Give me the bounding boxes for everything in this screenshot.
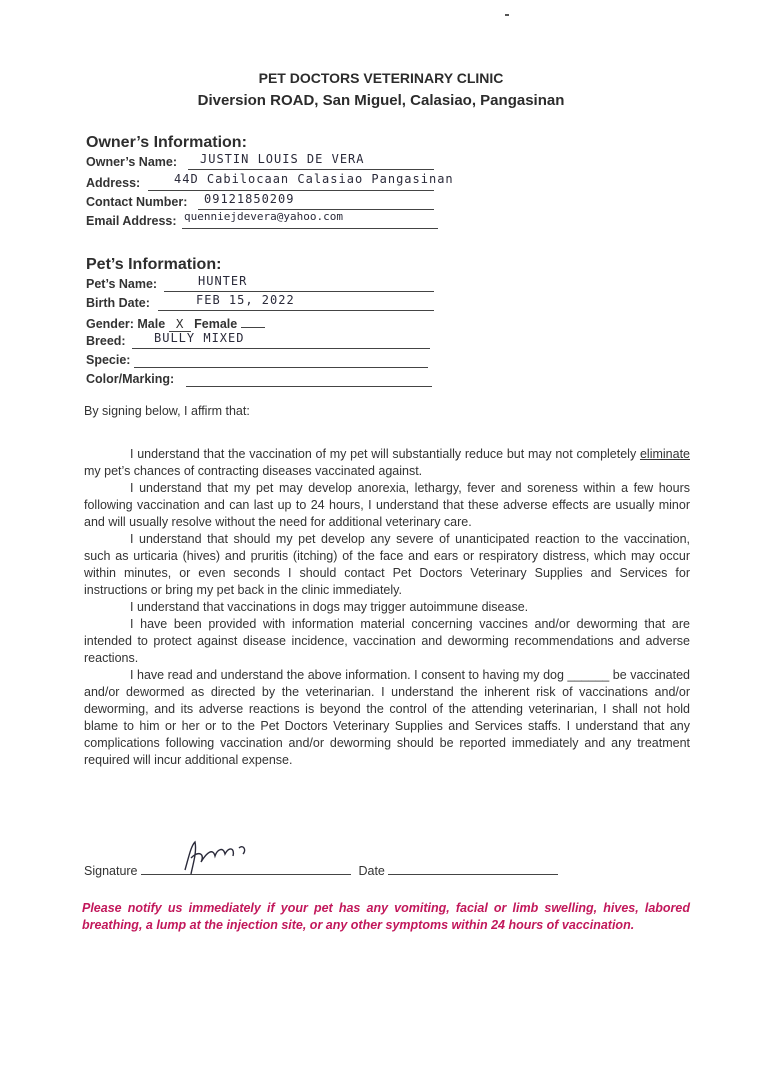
- owner-contact-label: Contact Number:: [86, 195, 188, 209]
- pet-gender-row: [86, 315, 265, 331]
- owner-name-row: [86, 155, 177, 171]
- handwritten-signature: [177, 836, 267, 876]
- signature-row: [84, 862, 558, 878]
- consent-paragraph-1: I understand that the vaccination of my pet will substantially reduce but may not completely eliminate my pet’s chances of contracting diseases vaccinated against.: [84, 447, 690, 478]
- pet-breed-value: BULLY MIXED: [154, 331, 245, 345]
- pet-birth-value: FEB 15, 2022: [196, 293, 295, 307]
- pet-gender-label: Gender: Male: [86, 317, 166, 331]
- consent-paragraph-6: I have read and understand the above information. I consent to having my dog ______ be vaccinated and/or dewormed as directed by the veterinarian. I understand the inherent risk of vaccinations and/or deworming, and its adverse reactions is beyond the control of the attending veterinarian, I shall not hold blame to him or her or to the Pet Doctors Veterinary Supplies and Services staffs. I understand that any complications following vaccination and/or deworming should be reported immediately and any treatment required will incur additional expense.: [84, 668, 690, 767]
- owner-contact-value: 09121850209: [204, 192, 295, 206]
- owner-contact-row: [86, 195, 187, 211]
- pet-breed-label: Breed:: [86, 334, 126, 348]
- owner-address-label: Address:: [86, 176, 141, 190]
- pet-breed-row: [86, 334, 126, 350]
- clinic-address: Diversion ROAD, San Miguel, Calasiao, Pangasinan: [197, 92, 565, 109]
- signature-line[interactable]: [141, 862, 351, 875]
- owner-name-label: Owner’s Name:: [86, 155, 178, 169]
- date-line[interactable]: [388, 862, 558, 875]
- pet-color-label: Color/Marking:: [86, 372, 175, 386]
- consent-paragraph-4: I understand that vaccinations in dogs may trigger autoimmune disease.: [130, 600, 529, 614]
- affirm-intro: By signing below, I affirm that:: [84, 404, 250, 418]
- pet-section-title: Pet’s Information:: [86, 256, 222, 273]
- consent-body: [84, 446, 690, 769]
- pet-gender-female-label: Female: [194, 317, 238, 331]
- scan-mark: [505, 14, 509, 16]
- pet-birth-row: [86, 296, 150, 312]
- consent-paragraph-5: I have been provided with information material concerning vaccines and/or deworming that are intended to protect against disease incidence, vaccination and deworming recommendations and adverse reactions.: [84, 617, 690, 665]
- gender-female-checkbox[interactable]: [241, 315, 265, 328]
- consent-paragraph-2: I understand that my pet may develop anorexia, lethargy, fever and soreness within a few hours following vaccination and can last up to 24 hours, I understand that these adverse effects are usually minor and will usually resolve without the need for additional veterinary care.: [84, 481, 690, 529]
- consent-paragraph-3: I understand that should my pet develop any severe of unanticipated reaction to the vaccination, such as urticaria (hives) and pruritis (itching) of the face and ears or respiratory distress, which may occur within minutes, or even seconds I should contact Pet Doctors Veterinary Supplies and Services for instructions or bring my pet back in the clinic immediately.: [84, 532, 690, 597]
- date-label: Date: [358, 864, 385, 878]
- pet-name-row: [86, 277, 157, 293]
- signature-label: Signature: [84, 864, 138, 878]
- owner-section-title: Owner’s Information:: [86, 134, 247, 151]
- owner-email-label: Email Address:: [86, 214, 177, 228]
- pet-name-value: HUNTER: [198, 274, 248, 288]
- owner-address-value: 44D Cabilocaan Calasiao Pangasinan: [174, 172, 454, 186]
- notice-text: Please notify us immediately if your pet has any vomiting, facial or limb swelling, hives, labored breathing, a lump at the injection site, or any other symptoms within 24 hours of vaccination.: [82, 901, 690, 932]
- owner-name-value: JUSTIN LOUIS DE VERA: [200, 152, 365, 166]
- pet-specie-line[interactable]: [134, 353, 428, 368]
- owner-email-value: quenniejdevera@yahoo.com: [184, 210, 343, 223]
- owner-email-row: [86, 214, 177, 230]
- pet-specie-row: [86, 353, 130, 369]
- clinic-name: PET DOCTORS VETERINARY CLINIC: [258, 70, 504, 86]
- pet-color-row: [86, 372, 174, 388]
- pet-specie-label: Specie:: [86, 353, 131, 367]
- gender-male-checkbox[interactable]: X: [169, 316, 191, 332]
- pet-name-label: Pet’s Name:: [86, 277, 158, 291]
- owner-address-row: [86, 176, 140, 192]
- pet-color-line[interactable]: [186, 372, 432, 387]
- pet-birth-label: Birth Date:: [86, 296, 150, 310]
